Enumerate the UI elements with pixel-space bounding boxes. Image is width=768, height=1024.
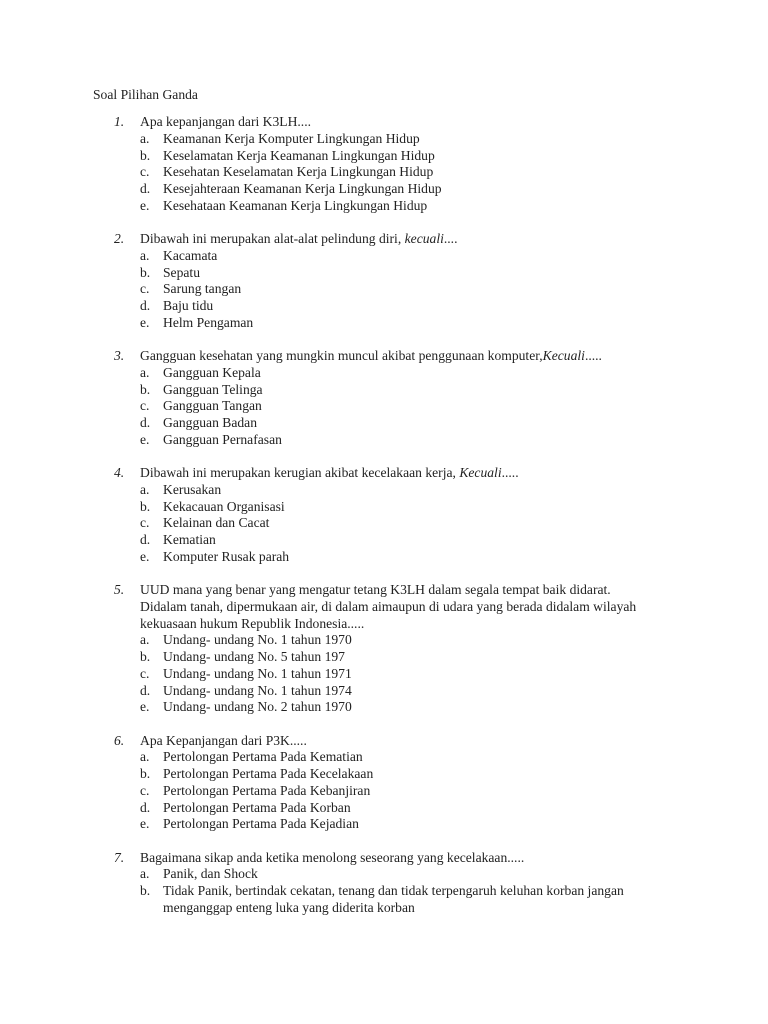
answer-option bbox=[0, 265, 768, 282]
option-text: Kekacauan Organisasi bbox=[163, 498, 285, 514]
option-letter: b. bbox=[140, 381, 151, 397]
question-text bbox=[140, 582, 660, 632]
option-text: Pertolongan Pertama Pada Kejadian bbox=[163, 816, 359, 832]
answer-option bbox=[0, 800, 768, 817]
answer-option bbox=[0, 432, 768, 449]
option-letter: e. bbox=[140, 197, 150, 213]
option-text: Gangguan Telinga bbox=[163, 381, 263, 397]
option-text: Kematian bbox=[163, 532, 216, 547]
question-list bbox=[0, 114, 768, 933]
document-title: Soal Pilihan Ganda bbox=[93, 87, 198, 102]
question-number: 6. bbox=[114, 732, 125, 748]
question-text-main: UUD mana yang benar yang mengatur tetang K3LH dalam segala tempat baik didarat. Didalam tanah, dipermukaan air, di dalam aimaupun di udara yang berada didalam wilayah kekuasaan hukum Republik Indonesia..... bbox=[140, 582, 637, 631]
question-text-main: Bagaimana sikap anda ketika menolong seseorang yang kecelakaan..... bbox=[140, 849, 525, 865]
question-1 bbox=[0, 114, 768, 215]
option-letter: a. bbox=[140, 364, 150, 380]
option-text: Kesehatan Keselamatan Kerja Lingkungan Hidup bbox=[163, 164, 434, 180]
option-letter: c. bbox=[140, 665, 150, 681]
option-text: Pertolongan Pertama Pada Kebanjiran bbox=[163, 782, 371, 798]
question-text bbox=[140, 348, 660, 365]
option-letter: b. bbox=[140, 498, 151, 514]
question-text bbox=[140, 465, 660, 482]
question-text-emphasis: Kecuali bbox=[459, 465, 502, 480]
answer-option bbox=[0, 699, 768, 716]
question-2 bbox=[0, 231, 768, 332]
option-text: Kesehataan Keamanan Kerja Lingkungan Hidup bbox=[163, 197, 428, 213]
question-line bbox=[0, 231, 768, 248]
answer-option bbox=[0, 315, 768, 332]
option-text: Gangguan Kepala bbox=[163, 364, 261, 380]
answer-option bbox=[0, 666, 768, 683]
option-text: Kelainan dan Cacat bbox=[163, 515, 270, 531]
question-line bbox=[0, 465, 768, 482]
answer-option bbox=[0, 398, 768, 415]
answer-option bbox=[0, 866, 768, 883]
answer-option bbox=[0, 131, 768, 148]
question-text-emphasis: Kecuali bbox=[542, 348, 585, 363]
option-text: Komputer Rusak parah bbox=[163, 548, 290, 564]
option-letter: b. bbox=[140, 883, 151, 898]
question-text-tail: .... bbox=[443, 231, 458, 246]
option-text: Undang- undang No. 1 tahun 1974 bbox=[163, 682, 352, 698]
question-number: 5. bbox=[114, 582, 125, 597]
question-6 bbox=[0, 733, 768, 834]
question-text-main: Apa Kepanjangan dari P3K..... bbox=[140, 732, 307, 748]
option-text: Undang- undang No. 2 tahun 1970 bbox=[163, 699, 352, 715]
option-letter: d. bbox=[140, 415, 151, 430]
question-text-main: Apa kepanjangan dari K3LH.... bbox=[140, 114, 311, 129]
option-letter: d. bbox=[140, 181, 151, 196]
option-letter: b. bbox=[140, 147, 151, 163]
option-text: Helm Pengaman bbox=[163, 314, 254, 330]
option-text: Pertolongan Pertama Pada Kematian bbox=[163, 749, 363, 765]
question-text bbox=[140, 231, 660, 248]
question-4 bbox=[0, 465, 768, 566]
option-letter: c. bbox=[140, 515, 150, 531]
option-letter: c. bbox=[140, 164, 150, 180]
answer-option bbox=[0, 883, 768, 917]
option-text: Undang- undang No. 5 tahun 197 bbox=[163, 649, 345, 664]
option-letter: e. bbox=[140, 314, 150, 330]
option-text: Pertolongan Pertama Pada Korban bbox=[163, 799, 351, 815]
answer-option bbox=[0, 148, 768, 165]
option-letter: b. bbox=[140, 649, 151, 664]
option-letter: d. bbox=[140, 682, 151, 698]
option-letter: a. bbox=[140, 247, 150, 263]
answer-option bbox=[0, 248, 768, 265]
question-text-main: Dibawah ini merupakan alat-alat pelindung diri, bbox=[140, 231, 405, 246]
question-line bbox=[0, 348, 768, 365]
answer-option bbox=[0, 632, 768, 649]
question-text bbox=[140, 733, 660, 750]
answer-option bbox=[0, 482, 768, 499]
question-line bbox=[0, 582, 768, 632]
option-letter: a. bbox=[140, 866, 150, 882]
answer-option bbox=[0, 783, 768, 800]
option-letter: c. bbox=[140, 782, 150, 798]
option-text: Kacamata bbox=[163, 247, 218, 263]
question-text-tail: ..... bbox=[501, 465, 519, 480]
question-text bbox=[140, 114, 660, 131]
answer-option bbox=[0, 683, 768, 700]
option-letter: d. bbox=[140, 799, 151, 815]
answer-option bbox=[0, 415, 768, 432]
option-text: Undang- undang No. 1 tahun 1971 bbox=[163, 665, 352, 681]
answer-option bbox=[0, 766, 768, 783]
answer-option bbox=[0, 816, 768, 833]
answer-option bbox=[0, 298, 768, 315]
answer-option bbox=[0, 181, 768, 198]
option-letter: a. bbox=[140, 130, 150, 146]
answer-option bbox=[0, 649, 768, 666]
question-text-emphasis: kecuali bbox=[404, 231, 444, 246]
option-letter: b. bbox=[140, 766, 151, 781]
answer-option bbox=[0, 749, 768, 766]
answer-option bbox=[0, 532, 768, 549]
question-line bbox=[0, 733, 768, 750]
question-number: 1. bbox=[114, 114, 125, 129]
option-text: Baju tidu bbox=[163, 298, 214, 313]
option-letter: e. bbox=[140, 699, 150, 715]
option-letter: d. bbox=[140, 298, 151, 313]
question-5 bbox=[0, 582, 768, 716]
option-letter: c. bbox=[140, 281, 150, 297]
question-text-main: Dibawah ini merupakan kerugian akibat kecelakaan kerja, bbox=[140, 465, 460, 480]
answer-option bbox=[0, 499, 768, 516]
question-text-main: Gangguan kesehatan yang mungkin muncul akibat penggunaan komputer, bbox=[140, 348, 543, 363]
question-3 bbox=[0, 348, 768, 449]
option-text: Kesejahteraan Keamanan Kerja Lingkungan Hidup bbox=[163, 181, 442, 196]
question-line bbox=[0, 114, 768, 131]
question-line bbox=[0, 850, 768, 867]
answer-option bbox=[0, 382, 768, 399]
answer-option bbox=[0, 281, 768, 298]
option-letter: e. bbox=[140, 816, 150, 832]
option-text: Gangguan Tangan bbox=[163, 398, 262, 414]
question-text-tail: ..... bbox=[584, 348, 602, 363]
option-letter: c. bbox=[140, 398, 150, 414]
option-letter: a. bbox=[140, 632, 150, 648]
question-number: 7. bbox=[114, 849, 125, 865]
option-letter: e. bbox=[140, 548, 150, 564]
option-text: Keamanan Kerja Komputer Lingkungan Hidup bbox=[163, 130, 420, 146]
question-number: 3. bbox=[114, 348, 125, 363]
option-text: Panik, dan Shock bbox=[163, 866, 258, 882]
question-text bbox=[140, 850, 660, 867]
answer-option bbox=[0, 164, 768, 181]
option-letter: b. bbox=[140, 264, 151, 280]
answer-option bbox=[0, 515, 768, 532]
option-text: Gangguan Pernafasan bbox=[163, 431, 282, 447]
option-text: Tidak Panik, bertindak cekatan, tenang dan tidak terpengaruh keluhan korban jangan menganggap enteng luka yang diderita korban bbox=[163, 883, 624, 915]
option-text: Sepatu bbox=[163, 264, 200, 280]
option-text: Sarung tangan bbox=[163, 281, 242, 297]
question-7 bbox=[0, 850, 768, 917]
option-letter: a. bbox=[140, 481, 150, 497]
answer-option bbox=[0, 549, 768, 566]
option-letter: a. bbox=[140, 749, 150, 765]
option-text: Keselamatan Kerja Keamanan Lingkungan Hidup bbox=[163, 147, 435, 163]
option-letter: d. bbox=[140, 532, 151, 547]
option-letter: e. bbox=[140, 431, 150, 447]
option-text: Undang- undang No. 1 tahun 1970 bbox=[163, 632, 352, 648]
answer-option bbox=[0, 365, 768, 382]
option-text: Kerusakan bbox=[163, 481, 222, 497]
question-number: 4. bbox=[114, 465, 125, 480]
answer-option bbox=[0, 198, 768, 215]
option-text: Pertolongan Pertama Pada Kecelakaan bbox=[163, 766, 374, 781]
question-number: 2. bbox=[114, 231, 125, 246]
option-text: Gangguan Badan bbox=[163, 415, 257, 430]
